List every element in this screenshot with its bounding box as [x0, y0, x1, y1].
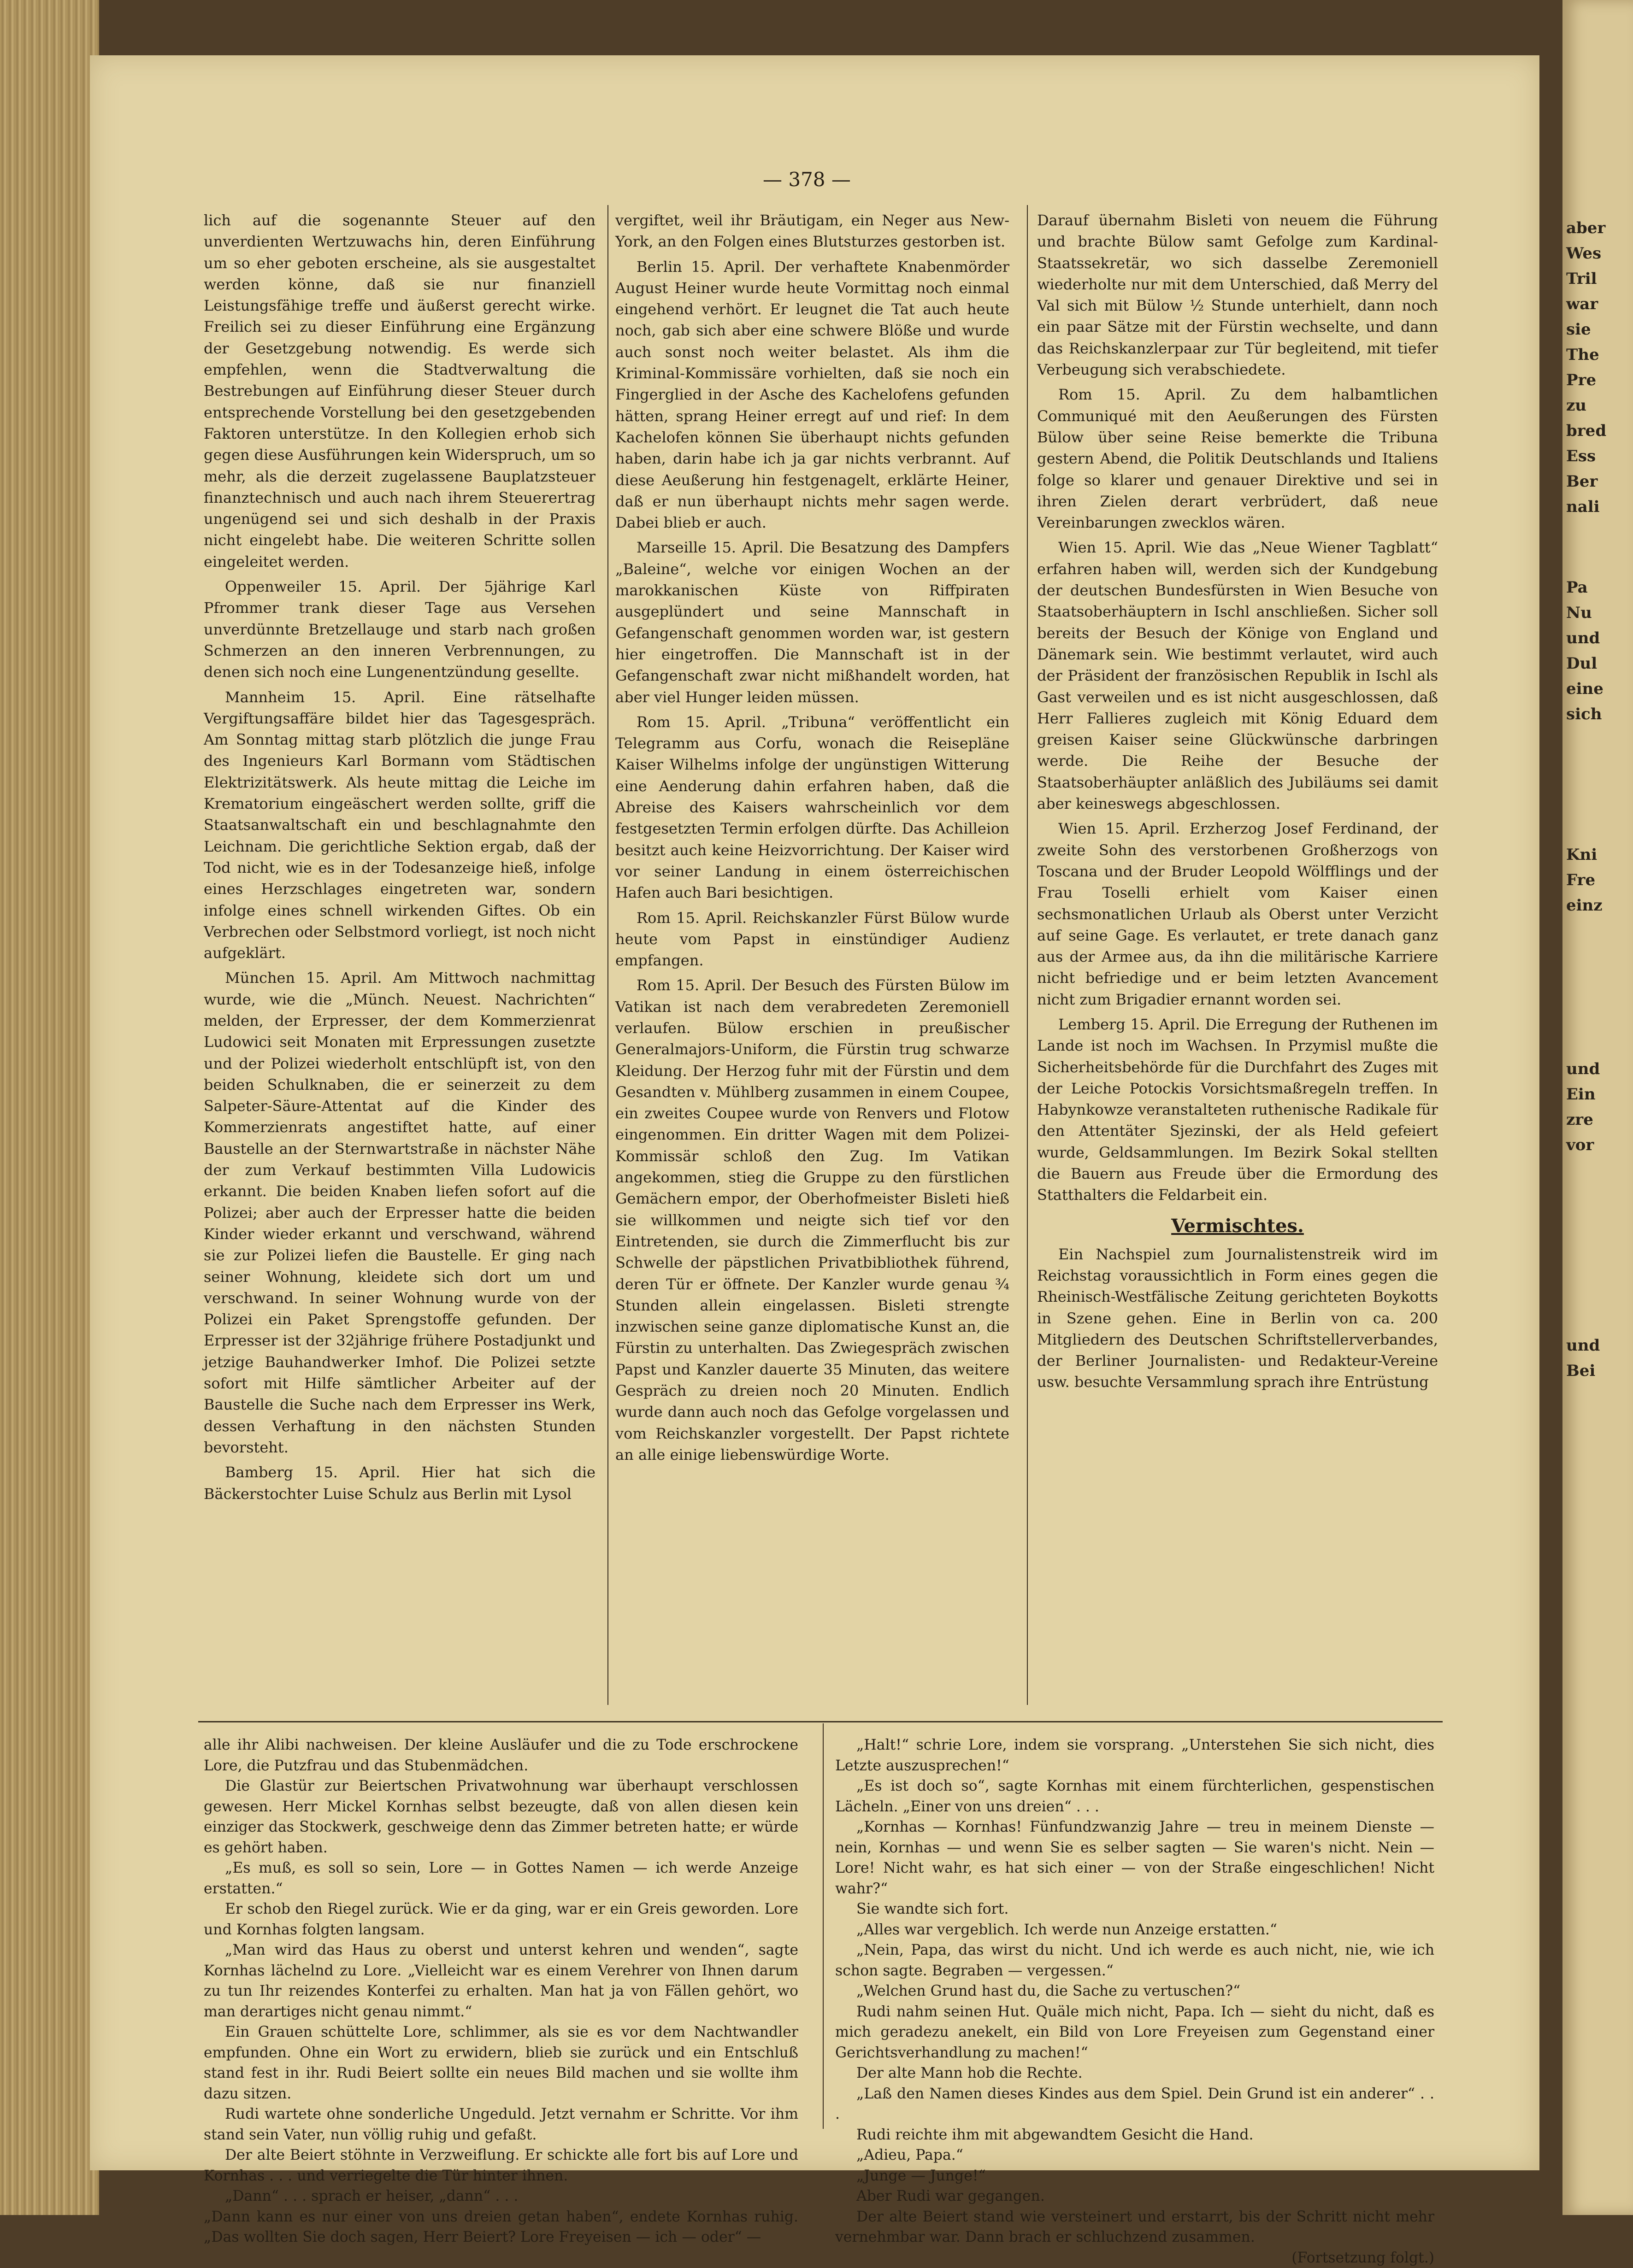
story-paragraph: Der alte Mann hob die Rechte. — [835, 2063, 1434, 2084]
column-divider — [1027, 205, 1028, 1705]
news-paragraph: Wien 15. April. Erzherzog Josef Ferdinand, der zweite Sohn des verstorbenen Großherzogs von Toscana und der Bruder Leopold Wölfflings und der Frau Toselli erhielt vom Kaiser einen sechsmonatlichen Urlaub als Oberst unter Verzicht auf seine Gage. Es verlautet, er trete danach ganz aus der Armee aus, da ihn die militärische Karriere nicht befriedige und er beim letzten Avancement nicht zum Brigadier ernannt worden sei. — [1037, 818, 1438, 1010]
story-paragraph: Er schob den Riegel zurück. Wie er da ging, war er ein Greis geworden. Lore und Kornhas folgten langsam. — [204, 1899, 798, 1940]
adjacent-page-text-fragment: Ein — [1566, 1083, 1596, 1106]
adjacent-page-text-fragment: sie — [1566, 318, 1591, 341]
news-column-2 — [615, 210, 1009, 1703]
story-paragraph: „Junge — Junge!“ — [835, 2166, 1434, 2186]
story-paragraph: „Dann“ . . . sprach er heiser, „dann“ . . . — [204, 2186, 798, 2207]
story-paragraph: „Man wird das Haus zu oberst und unterst kehren und wenden“, sagte Kornhas lächelnd zu Lore. „Vielleicht war es einem Verehrer von Ihnen darum zu tun Ihr reizendes Konterfei zu erhalten. Man hat ja von Fällen gehört, wo man derartiges nicht genau nimmt.“ — [204, 1940, 798, 2022]
news-paragraph: vergiftet, weil ihr Bräutigam, ein Neger aus New-York, an den Folgen eines Blutsturzes gestorben ist. — [615, 210, 1009, 253]
news-paragraph: Lemberg 15. April. Die Erregung der Ruthenen im Lande ist noch im Wachsen. In Przymisl mußte die Sicherheitsbehörde für die Durchfahrt des Zuges mit der Leiche Potockis Vorsichtsmaßregeln treffen. In Habynkowze veranstalteten ruthenische Radikale für den Attentäter Sjezinski, der als Held gefeiert wurde, Geldsammlungen. Im Bezirk Sokal stellten die Bauern aus Freude über die Ermordung des Statthalters die Feldarbeit ein. — [1037, 1014, 1438, 1206]
adjacent-page-text-fragment: und — [1566, 1334, 1600, 1357]
story-paragraph: Der alte Beiert stöhnte in Verzweiflung. Er schickte alle fort bis auf Lore und Kornhas . . . und verriegelte die Tür hinter ihnen. — [204, 2145, 798, 2186]
story-paragraph: Ein Grauen schüttelte Lore, schlimmer, als sie es vor dem Nachtwandler empfunden. Ohne ein Wort zu erwidern, blieb sie zurück und ein Entschluß stand fest in ihr. Rudi Beiert sollte ein neues Bild machen und sie wollte ihm dazu sitzen. — [204, 2022, 798, 2104]
news-paragraph: München 15. April. Am Mittwoch nachmittag wurde, wie die „Münch. Neuest. Nachrichten“ melden, der Erpresser, der dem Kommerzienrat Ludowici seit Monaten mit Erpressungen zusetzte und der Polizei wiederholt entschlüpft ist, von den beiden Schulknaben, die er seinerzeit zu dem Salpeter-Säure-Attentat auf die Kinder des Kommerzienrats angestiftet hatte, auf einer Baustelle an der Sternwartstraße in nächster Nähe der zum Verkauf bestimmten Villa Ludowicis erkannt. Die beiden Knaben liefen sofort auf die Polizei; aber auch der Erpresser hatte die beiden Kinder wieder erkannt und verschwand, während sie zur Polizei liefen die Baustelle. Er ging nach seiner Wohnung, kleidete sich dort um und verschwand. In seiner Wohnung wurde von der Polizei ein Paket Sprengstoffe gefunden. Der Erpresser ist der 32jährige frühere Postadjunkt und jetzige Bauhandwerker Imhof. Die Polizei setzte sofort mit Hilfe sämtlicher Arbeiter auf der Baustelle die Suche nach dem Erpresser ins Werk, dessen Verhaftung in den nächsten Stunden bevorsteht. — [204, 967, 595, 1458]
adjacent-page-text-fragment: aber — [1566, 217, 1605, 240]
adjacent-page-text-fragment: sich — [1566, 703, 1602, 726]
continuation-note: (Fortsetzung folgt.) — [835, 2248, 1434, 2268]
feuilleton-column-1 — [204, 1735, 798, 2145]
news-paragraph: lich auf die sogenannte Steuer auf den unverdienten Wertzuwachs hin, deren Einführung um so eher geboten erscheine, als sie ausgestaltet werden könne, daß sie nur finanziell Leistungsfähige treffe und äußerst gerecht wirke. Freilich sei zu dieser Einführung eine Ergänzung der Gesetzgebung notwendig. Es werde sich empfehlen, wenn die Stadtverwaltung die Bestrebungen auf Einführung dieser Steuer durch entsprechende Vorstellung bei den gesetzgebenden Faktoren unterstütze. In den Kollegien erhob sich gegen diese Ausführungen kein Widerspruch, um so mehr, als die derzeit zugelassene Bauplatzsteuer finanztechnisch und auch nach ihrem Steuerertrag ungenügend sei und sich deshalb in der Praxis nicht eingelebt habe. Die weiteren Schritte sollen eingeleitet werden. — [204, 210, 595, 572]
adjacent-page-text-fragment: Tril — [1566, 267, 1597, 290]
news-paragraph: Oppenweiler 15. April. Der 5jährige Karl Pfrommer trank dieser Tage aus Versehen unverdünnte Bretzellauge und starb nach großen Schmerzen an den inneren Verbrennungen, zu denen sich noch eine Lungenentzündung gesellte. — [204, 576, 595, 682]
news-paragraph: Marseille 15. April. Die Besatzung des Dampfers „Baleine“, welche vor einigen Wochen an der marokkanischen Küste von Riffpiraten ausgeplündert und seine Mannschaft in Gefangenschaft genommen worden war, ist gestern hier eingetroffen. Die Mannschaft ist in der Gefangenschaft zwar nicht mißhandelt worden, hat aber viel Hunger leiden müssen. — [615, 537, 1009, 707]
book-page-edges — [0, 0, 99, 2215]
adjacent-page-text-fragment: Ess — [1566, 445, 1596, 468]
adjacent-page-text-fragment: Nu — [1566, 601, 1592, 624]
news-paragraph: Berlin 15. April. Der verhaftete Knabenmörder August Heiner wurde heute Vormittag noch einmal eingehend verhört. Er leugnet die Tat auch heute noch, gab sich aber eine schwere Blöße und wurde auch sonst noch weiter belastet. Als ihm die Kriminal-Kommissäre vorhielten, daß sie noch ein Fingerglied in der Asche des Kachelofens gefunden hätten, sprang Heiner erregt auf und rief: In dem Kachelofen können Sie überhaupt nichts gefunden haben, darin habe ich ja gar nichts verbrannt. Auf diese Aeußerung hin festgenagelt, erklärte Heiner, daß er nun überhaupt nichts mehr sagen werde. Dabei blieb er auch. — [615, 256, 1009, 534]
adjacent-page-text-fragment: und — [1566, 627, 1600, 650]
news-paragraph: Wien 15. April. Wie das „Neue Wiener Tagblatt“ erfahren haben will, werden sich der Kundgebung der deutschen Bundesfürsten in Wien Besuche von Staatsoberhäuptern in Ischl anschließen. Sicher soll bereits der Besuch der Könige von England und Dänemark sein. Wie bestimmt verlautet, wird auch der Präsident der französischen Republik in Ischl als Gast verweilen und es ist nicht ausgeschlossen, daß Herr Fallieres zugleich mit König Eduard dem greisen Kaiser seine Glückwünsche darbringen werde. Die Reihe der Besuche der Staatsoberhäupter anläßlich des Jubiläums sei damit aber keineswegs abgeschlossen. — [1037, 537, 1438, 814]
adjacent-page-text-fragment: Ber — [1566, 470, 1598, 493]
news-paragraph: Rom 15. April. Zu dem halbamtlichen Communiqué mit den Aeußerungen des Fürsten Bülow über seine Reise bemerkte die Tribuna gestern Abend, die Politik Deutschlands und Italiens folge so klarer und genauer Direktive und sei in ihren Zielen derart verbrüdert, daß neue Vereinbarungen zwecklos wären. — [1037, 384, 1438, 533]
page-number: — 378 — — [763, 168, 851, 191]
adjacent-page-text-fragment: Kni — [1566, 843, 1597, 866]
adjacent-page-text-fragment: vor — [1566, 1134, 1594, 1157]
adjacent-page-text-fragment: eine — [1566, 677, 1604, 700]
story-paragraph: „Adieu, Papa.“ — [835, 2145, 1434, 2166]
story-paragraph: „Kornhas — Kornhas! Fünfundzwanzig Jahre — treu in meinem Dienste — nein, Kornhas — und wenn Sie es selber sagten — Sie waren's nicht. Nein — Lore! Nicht wahr, es hat sich einer — von der Straße eingeschlichen! Nicht wahr?“ — [835, 1817, 1434, 1899]
story-paragraph: „Es muß, es soll so sein, Lore — in Gottes Namen — ich werde Anzeige erstatten.“ — [204, 1858, 798, 1899]
news-paragraph: Mannheim 15. April. Eine rätselhafte Vergiftungsaffäre bildet hier das Tagesgespräch. Am Sonntag mittag starb plötzlich die junge Frau des Ingenieurs Karl Bormann vom Städtischen Elektrizitätswerk. Als heute mittag die Leiche im Krematorium eingeäschert werden sollte, griff die Staatsanwaltschaft ein und beschlagnahmte den Leichnam. Die gerichtliche Sektion ergab, daß der Tod nicht, wie es in der Todesanzeige hieß, infolge eines Herzschlages eingetreten war, sondern infolge eines schnell wirkenden Giftes. Ob ein Verbrechen oder Selbstmord vorliegt, ist noch nicht aufgeklärt. — [204, 687, 595, 964]
story-paragraph: Aber Rudi war gegangen. — [835, 2186, 1434, 2207]
news-paragraph: Darauf übernahm Bisleti von neuem die Führung und brachte Bülow samt Gefolge zum Kardinal-Staatssekretär, wo sich dasselbe Zeremoniell wiederholte nur mit dem Unterschied, daß Merry del Val sich mit Bülow ½ Stunde unterhielt, dann noch ein paar Sätze mit der Fürstin wechselte, und dann das Reichskanzlerpaar zur Tür begleitend, mit tiefer Verbeugung sich verabschiedete. — [1037, 210, 1438, 380]
adjacent-page-text-fragment: Fre — [1566, 869, 1595, 892]
news-column-1 — [204, 210, 595, 1703]
column-divider — [607, 205, 608, 1705]
adjacent-page-text-fragment: The — [1566, 343, 1599, 366]
story-paragraph: Der alte Beiert stand wie versteinert und erstarrt, bis der Schritt nicht mehr vernehmbar war. Dann brach er schluchzend zusammen. — [835, 2207, 1434, 2248]
adjacent-page-text-fragment: war — [1566, 293, 1598, 316]
story-paragraph: „Es ist doch so“, sagte Kornhas mit einem fürchterlichen, gespenstischen Lächeln. „Einer von uns dreien“ . . . — [835, 1776, 1434, 1817]
story-paragraph: Rudi nahm seinen Hut. Quäle mich nicht, Papa. Ich — sieht du nicht, daß es mich geradezu anekelt, ein Bild von Lore Freyeisen zum Gegenstand einer Gerichtsverhandlung zu machen!“ — [835, 2002, 1434, 2063]
adjacent-page-text-fragment: zu — [1566, 394, 1586, 417]
adjacent-page-text-fragment: Bei — [1566, 1359, 1595, 1382]
adjacent-page-text-fragment: Dul — [1566, 652, 1597, 675]
adjacent-page-text-fragment: nali — [1566, 495, 1600, 518]
adjacent-page-text-fragment: bred — [1566, 419, 1606, 442]
news-paragraph: Bamberg 15. April. Hier hat sich die Bäckerstochter Luise Schulz aus Berlin mit Lysol — [204, 1462, 595, 1504]
adjacent-page-text-fragment: zre — [1566, 1108, 1593, 1131]
story-paragraph: Rudi wartete ohne sonderliche Ungeduld. Jetzt vernahm er Schritte. Vor ihm stand sein Vater, nun völlig ruhig und gefaßt. — [204, 2104, 798, 2145]
news-column-3 — [1037, 210, 1438, 1703]
adjacent-page-text-fragment: einz — [1566, 894, 1603, 917]
story-paragraph: „Dann kann es nur einer von uns dreien getan haben“, endete Kornhas ruhig. „Das wollten Sie doch sagen, Herr Beiert? Lore Freyeisen — ich — oder“ — — [204, 2207, 798, 2248]
story-paragraph: „Laß den Namen dieses Kindes aus dem Spiel. Dein Grund ist ein anderer“ . . . — [835, 2084, 1434, 2125]
adjacent-page-text-fragment: und — [1566, 1058, 1600, 1081]
feuilleton-divider — [198, 1721, 1443, 1722]
news-paragraph: Rom 15. April. Reichskanzler Fürst Bülow wurde heute vom Papst in einstündiger Audienz empfangen. — [615, 907, 1009, 971]
adjacent-page-text-fragment: Wes — [1566, 242, 1601, 265]
news-paragraph: Rom 15. April. Der Besuch des Fürsten Bülow im Vatikan ist nach dem verabredeten Zeremoniell verlaufen. Bülow erschien in preußischer Generalmajors-Uniform, die Fürstin trug schwarze Kleidung. Der Herzog fuhr mit der Fürstin und dem Gesandten v. Mühlberg zusammen in einem Coupee, ein zweites Coupee wurde von Renvers und Flotow eingenommen. Ein dritter Wagen mit dem Polizei-Kommissär schloß den Zug. Im Vatikan angekommen, stieg die Gruppe zu den fürstlichen Gemächern empor, der Oberhofmeister Bisleti hieß sie willkommen und neigte sich tief vor den Eintretenden, sie durch die Zimmerflucht bis zur Schwelle der päpstlichen Privatbibliothek führend, deren Tür er öffnete. Der Kanzler wurde genau ¾ Stunden allein eingelassen. Bisleti strengte inzwischen seine ganze diplomatische Kunst an, die Fürstin zu unterhalten. Das Zwiegespräch zwischen Papst und Kanzler dauerte 35 Minuten, das weitere Gespräch zu dreien noch 20 Minuten. Endlich wurde dann auch noch das Gefolge vorgelassen und vom Reichskanzler vorgestellt. Der Papst richtete an alle einige liebenswürdige Worte. — [615, 975, 1009, 1465]
adjacent-page-edge — [1562, 0, 1633, 2215]
news-paragraph: Rom 15. April. „Tribuna“ veröffentlicht ein Telegramm aus Corfu, wonach die Reisepläne Kaiser Wilhelms infolge der ungünstigen Witterung eine Aenderung dahin erfahren haben, daß die Abreise des Kaisers wahrscheinlich vor dem festgesetzten Termin erfolgen dürfte. Das Achilleion besitzt auch keine Heizvorrichtung. Der Kaiser wird vor seiner Landung in einem österreichischen Hafen auch Bari besichtigen. — [615, 711, 1009, 904]
story-paragraph: Die Glastür zur Beiertschen Privatwohnung war überhaupt verschlossen gewesen. Herr Mickel Kornhas selbst bezeugte, daß von allen diesen kein einziger das Stockwerk, geschweige denn das Zimmer betreten hatte; er würde es gehört haben. — [204, 1776, 798, 1858]
section-heading: Vermischtes. — [1037, 1212, 1438, 1240]
feuilleton-column-2 — [835, 1735, 1434, 2145]
news-paragraph: Ein Nachspiel zum Journalistenstreik wird im Reichstag voraussichtlich in Form eines gegen die Rheinisch-Westfälische Zeitung gerichteten Boykotts in Szene gehen. Eine in Berlin von ca. 200 Mitgliedern des Deutschen Schriftstellerverbandes, der Berliner Journalisten- und Redakteur-Vereine usw. besuchte Versammlung sprach ihre Entrüstung — [1037, 1244, 1438, 1393]
story-paragraph: „Nein, Papa, das wirst du nicht. Und ich werde es auch nicht, nie, wie ich schon sagte. Begraben — vergessen.“ — [835, 1940, 1434, 1981]
story-paragraph: Sie wandte sich fort. — [835, 1899, 1434, 1920]
adjacent-page-text-fragment: Pa — [1566, 576, 1588, 599]
story-paragraph: „Halt!“ schrie Lore, indem sie vorsprang. „Unterstehen Sie sich nicht, dies Letzte auszusprechen!“ — [835, 1735, 1434, 1776]
story-paragraph: Rudi reichte ihm mit abgewandtem Gesicht die Hand. — [835, 2125, 1434, 2145]
story-paragraph: alle ihr Alibi nachweisen. Der kleine Ausläufer und die zu Tode erschrockene Lore, die Putzfrau und das Stubenmädchen. — [204, 1735, 798, 1776]
adjacent-page-text-fragment: Pre — [1566, 369, 1596, 392]
story-paragraph: „Alles war vergeblich. Ich werde nun Anzeige erstatten.“ — [835, 1920, 1434, 1940]
story-paragraph: „Welchen Grund hast du, die Sache zu vertuschen?“ — [835, 1981, 1434, 2002]
column-divider — [823, 1723, 824, 2129]
